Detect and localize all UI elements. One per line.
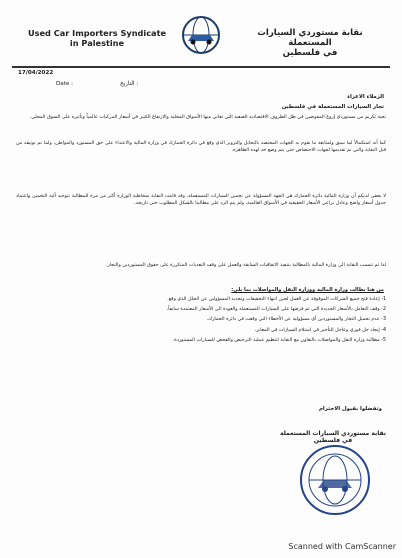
demands-heading: من هنا نطالب وزارة المالية ووزارة النقل والمواصلات بما يلي: (231, 287, 384, 293)
syndicate-name-arabic-line1: نقابة مستوردي السيارات المستعملة (257, 28, 363, 48)
scanner-watermark: Scanned with CamScanner (288, 542, 396, 551)
demands-list (16, 296, 386, 347)
syndicate-name-arabic-line2: في فلسطين (282, 48, 338, 58)
letterhead (0, 0, 402, 58)
closing-line: وتفضلوا بقبول الاحترام (318, 406, 382, 412)
paragraph-2: كما أنه استكمالاً لما سبق ولمتابعة ما تقوم به الجهات المختصة بالتحايل والتزوير الذي وقع في دائرة الجمارك في وزارة المالية والاعتداء على حق المستورد والمواطن، ولما تم توثيقه من قبل النقابة والتي تم تقديمها لجهات الاختصاص حتى يتم وضع حد لهذه الظاهرة. (16, 141, 386, 154)
signature-name: نقابة مستوردي السيارات المستعملة في فلسطين (279, 430, 387, 444)
demand-item: 4- إيجاد حل فوري وعاجل للتأخير في استلام السيارات في المعابر. (254, 327, 386, 333)
date-label-arabic: : التاريخ (120, 81, 139, 87)
syndicate-name-english-line1: Used Car Importers Syndicate (27, 28, 167, 38)
paragraph-4: لذا تم تنسيب النقابة الى وزارة المالية بالمطالبة بتنفيذ الاتفاقيات السابقة والعمل على وقف التعديات المتكررة على حقوق المستوردين والتجار. (105, 263, 386, 268)
demand-item: 5- مطالبة وزارة النقل والمواصلات بالتعاون مع النقابة لتنظيم عملية الترخيص والفحص للسيارات المستوردة. (172, 337, 386, 343)
car-globe-logo-icon (180, 14, 222, 56)
syndicate-name-english (22, 28, 172, 48)
date-value: 17/04/2022 (18, 70, 54, 76)
salutation: الزملاء الاعزاء (347, 94, 384, 100)
demand-item: 1- إعادة فتح جميع الشركات الموقوفة عن العمل لحين انتهاء التحقيقات وتحديد المسؤولين عن الخلل الذي وقع. (167, 297, 386, 302)
header-divider (12, 66, 390, 68)
recipients: تجار السيارات المستعملة في فلسطين (281, 104, 384, 110)
demand-item: 3- عدم تحميل التجار والمستوردين أي مسؤولية عن الأخطاء التي وقعت في دائرة الجمارك. (206, 317, 386, 323)
syndicate-name-english-line2: in Palestine (69, 38, 125, 48)
syndicate-stamp-icon (296, 442, 374, 518)
syndicate-name-arabic (240, 28, 380, 58)
paragraph-1: تحية تكريم من مستوردي إروغ المفوضين في ظل الظروف الاقتصادية الصعبة التي تعاني منها الأسواق المحلية والارتفاع الكبير في أسعار المركبات عالمياً وتأثيره على السوق المحلي. (29, 115, 386, 120)
demand-item: 2- وقف التعامل بالأسعار الجديدة التي تم فرضها على السيارات المستعملة والعودة الى الأسعار المعتمدة سابقاً. (166, 307, 386, 313)
date-label-english: Date : (56, 81, 74, 87)
paragraph-3: لا يخفى لديكم أن وزارة المالية دائرة الجمارك هي الجهة المسؤولة عن تخمين السيارات المستعملة، وقد قامت النقابة بمخاطبة الوزارة أكثر من مرة للمطالبة بتوحيد آلية التخمين واعتماد جدول أسعار واضح وعادل يراعي الأسعار الحقيقية في الأسواق العالمية، ولم يتم الرد على مطالبنا بالشكل المطلوب حتى تاريخه. (16, 194, 386, 207)
